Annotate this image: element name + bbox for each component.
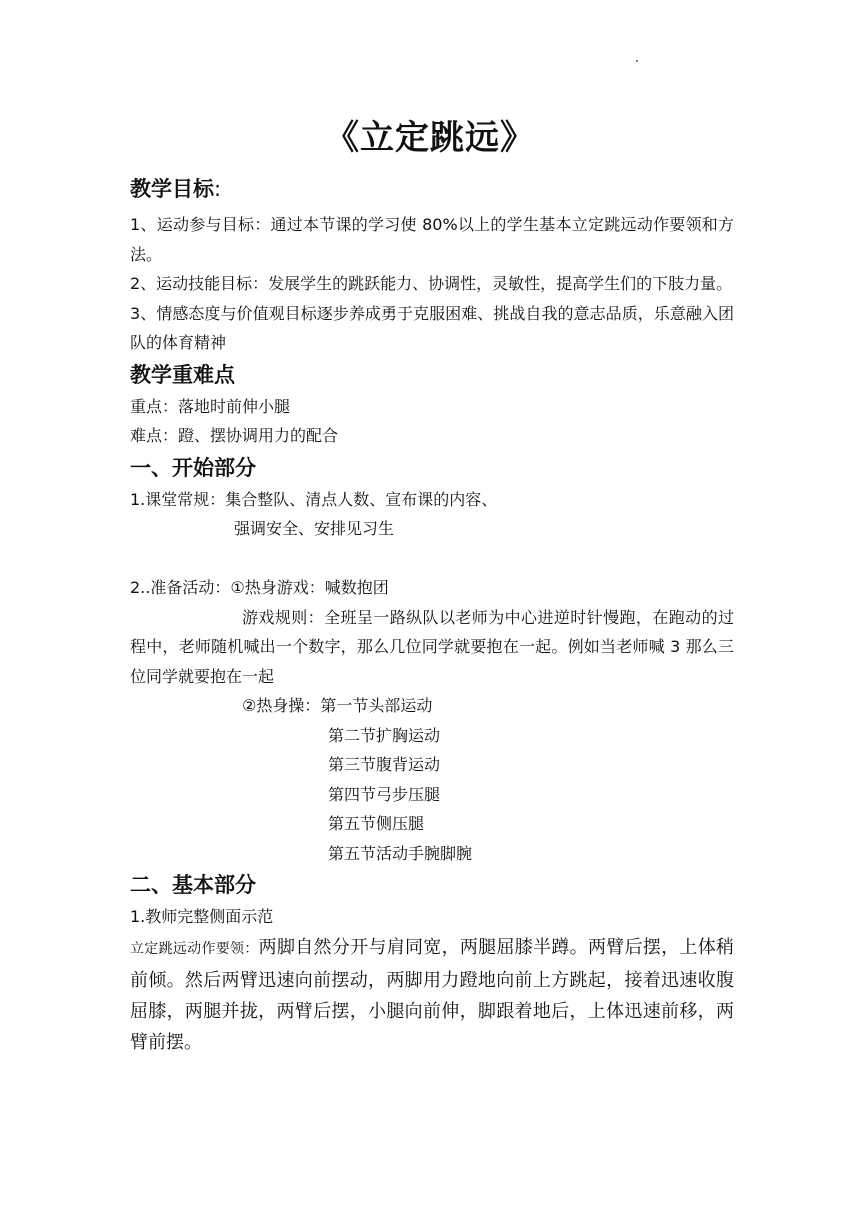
key-point: 重点：落地时前伸小腿 <box>130 396 291 416</box>
warmup-item: 第五节活动手腕脚腕 <box>328 843 473 863</box>
objectives-heading <box>130 172 734 206</box>
difficulty-point: 难点：蹬、摆协调用力的配合 <box>130 426 339 445</box>
spacer <box>130 544 734 574</box>
essentials-label: 立定跳远动作要领： <box>130 940 259 957</box>
warmup-item: 第五节侧压腿 <box>328 814 425 833</box>
objectives-heading-colon: : <box>214 177 222 201</box>
warmup-first: ②热身操：第一节头部运动 <box>242 696 433 715</box>
routine-line: 1.课堂常规：集合整队、清点人数、宣布课的内容、 <box>130 489 498 509</box>
objective-item: 3、情感态度与价值观目标逐步养成勇于克服困难、挑战自我的意志品质，乐意融入团队的体育精神 <box>130 303 734 352</box>
objectives-heading-text: 教学目标 <box>130 177 214 201</box>
routine-line-cont: 强调安全、安排见习生 <box>234 519 395 538</box>
essentials-text: 两脚自然分开与肩同宽，两腿屈膝半蹲。两臂后摆，上体稍前倾。然后两臂迅速向前摆动，两脚用力蹬地向前上方跳起，接着迅速收腹屈膝，两腿并拢，两臂后摆，小腿向前伸，脚跟着地后，上体迅速前移，两臂前摆。 <box>130 936 735 1053</box>
prep-activity-line: 2..准备活动：①热身游戏：喊数抱团 <box>130 578 389 597</box>
warmup-item: 第二节扩胸运动 <box>328 725 441 745</box>
part2-heading: 二、基本部分 <box>130 873 256 897</box>
game-rule: 游戏规则：全班呈一路纵队以老师为中心进逆时针慢跑，在跑动的过程中，老师随机喊出一个数字，那么几位同学就要抱在一起。例如当老师喊 3 那么三位同学就要抱在一起 <box>130 607 734 686</box>
part1-heading: 一、开始部分 <box>130 455 256 480</box>
page-dot <box>636 60 638 62</box>
warmup-item: 第四节弓步压腿 <box>328 784 441 804</box>
page-title: 《立定跳远》 <box>325 118 535 158</box>
objective-item: 1、运动参与目标：通过本节课的学习使 80%以上的学生基本立定跳远动作要领和方法。 <box>130 215 734 264</box>
keypoints-heading: 教学重难点 <box>130 362 235 387</box>
warmup-item: 第三节腹背运动 <box>328 755 441 774</box>
demo-line: 1.教师完整侧面示范 <box>130 907 274 926</box>
essentials-paragraph <box>130 932 734 1058</box>
objective-item: 2、运动技能目标：发展学生的跳跃能力、协调性，灵敏性，提高学生们的下肢力量。 <box>130 274 733 293</box>
document-body <box>130 172 734 1058</box>
